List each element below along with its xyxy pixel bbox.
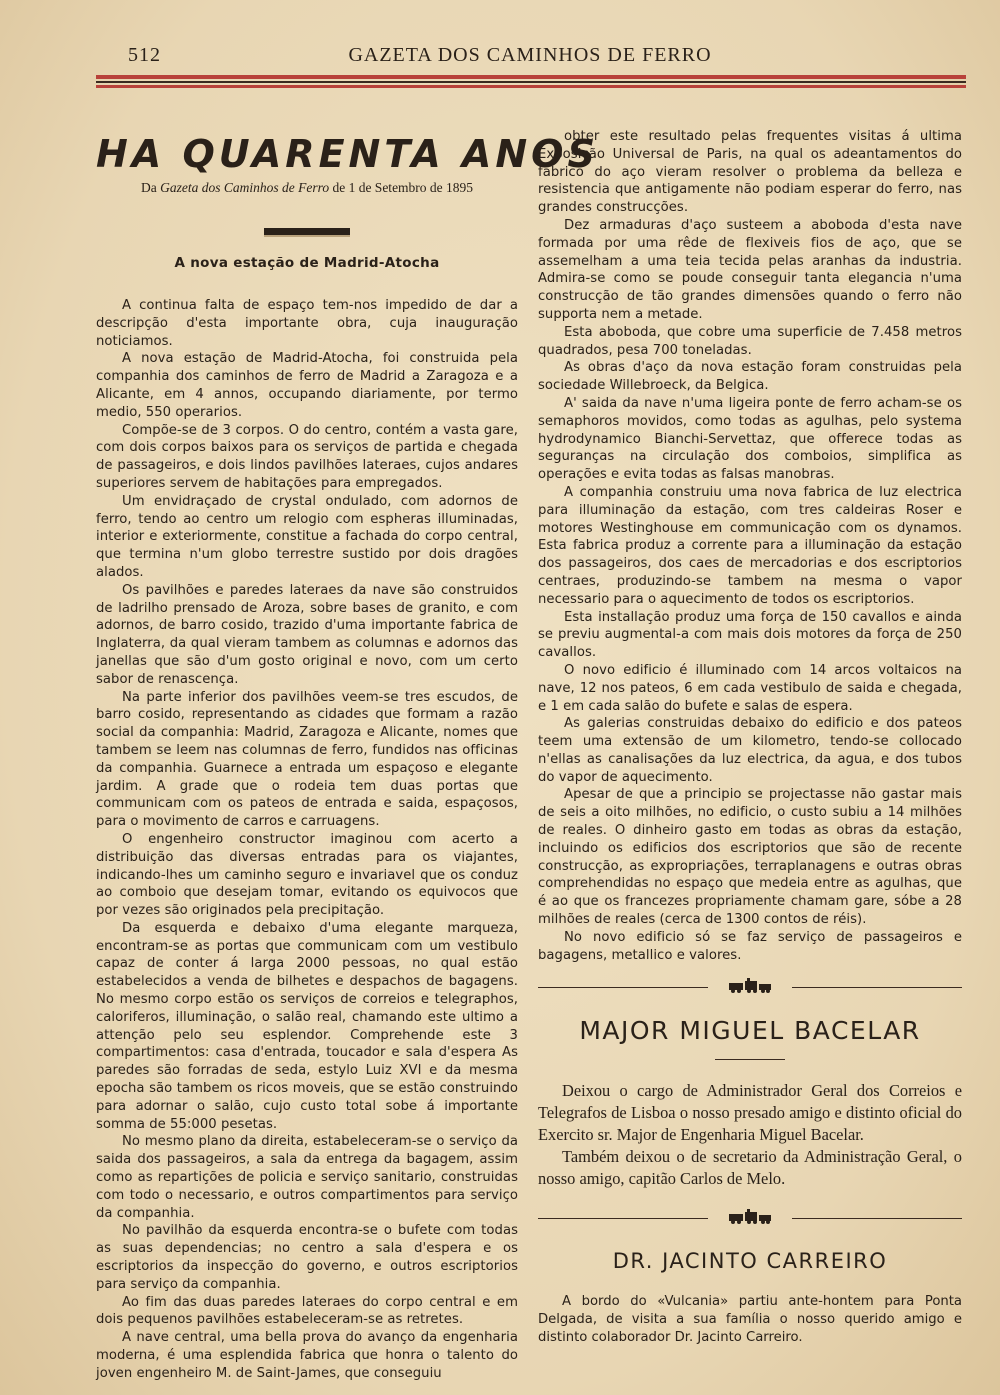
page-number: 512 <box>128 44 161 66</box>
source-prefix: Da <box>140 180 161 195</box>
title-divider-bar <box>264 228 350 235</box>
notice-bacelar-title: MAJOR MIGUEL BACELAR <box>579 1016 921 1046</box>
article-headline: HA QUARENTA ANOS <box>96 132 599 176</box>
paragraph: A' saida da nave n'uma ligeira ponte de ferro acham-se os semaphoros movidos, como todas as agulhas, pelo systema hydrodynamico Bianchi-Servettaz, que offerece todas as seguranças na circulação dos comboios, simplifica as operações e evita todas as falsas manobras. <box>538 395 962 483</box>
paragraph: Esta aboboda, que cobre uma superficie de 7.458 metros quadrados, pesa 700 toneladas. <box>538 324 962 358</box>
paragraph: Também deixou o de secretario da Administração Geral, o nosso amigo, capitão Carlos de Melo. <box>538 1146 962 1188</box>
train-divider-2 <box>538 1207 962 1229</box>
train-ornament-icon <box>727 1209 773 1225</box>
source-journal: Gazeta dos Caminhos de Ferro <box>160 180 330 195</box>
paragraph: A nova estação de Madrid-Atocha, foi construida pela companhia dos caminhos de ferro de Madrid a Zaragoza e a Alicante, em 4 annos, occupando diariamente, por termo medio, 550 operarios. <box>96 351 518 420</box>
paragraph: Ao fim das duas paredes lateraes do corpo central e em dois pequenos pavilhões estabeleceram-se as retretes. <box>96 1294 518 1328</box>
article-body-right <box>538 128 962 964</box>
train-divider-1 <box>538 976 962 998</box>
paragraph: A continua falta de espaço tem-nos impedido de dar a descripção d'esta importante obra, cuja inauguração noticiamos. <box>96 298 518 349</box>
paragraph: Compõe-se de 3 corpos. O do centro, contém a vasta gare, com dois corpos baixos para os serviços de partida e chegada de passageiros, e dois lindos pavilhões lateraes, cujos andares superiores servem de habitações para empregados. <box>96 422 518 491</box>
notice-carreiro-title: DR. JACINTO CARREIRO <box>612 1249 888 1274</box>
paragraph: Dez armaduras d'aço susteem a aboboda d'esta nave formada por uma rêde de flexiveis fios de aço, que se assemelham a uma teia tecida pelas aranhas da industria. Admira-se como se poude conseguir tanta elegancia n'uma construcção de tão grandes dimensões quando o ferro não supporta nem a metade. <box>538 217 962 322</box>
paragraph: Apesar de que a principio se projectasse não gastar mais de seis a oito milhões, no edificio, o custo subiu a 14 milhões de reales. O dinheiro gasto em todas as obras da estação, incluindo os edificios dos escriptorios que são de recente construcção, as expropriações, terraplanagens e outras obras comprehendidas no espaço que medeia entre as agulhas, que é ao que os francezes propriamente chamam gare, sóbe a 28 milhões de reales (cerca de 1300 contos de réis). <box>538 787 962 928</box>
paragraph: As galerias construidas debaixo do edificio e dos pateos teem uma extensão de um kilometro, tendo-se collocado n'ellas as canalisações da luz electrica, da agua, e dos tubos do vapor de aquecimento. <box>538 716 962 785</box>
paragraph: Esta installação produz uma força de 150 cavallos e ainda se previu augmental-a com mais dois motores da força de 250 cavallos. <box>538 609 962 661</box>
paragraph: Na parte inferior dos pavilhões veem-se tres escudos, de barro cosido, representando as cidades que formam a razão social da companhia: Madrid, Zaragoza e Alicante, nomes que tambem se leem nas columnas de ferro, fundidos nas officinas da companhia. Guarnece a entrada um espaçoso e elegante jardim. A grade que o rodeia tem duas portas que communicam com os pateos de entrada e saida, espaçosos, para o movimento de carros e carruagens. <box>96 689 518 830</box>
source-suffix: de 1 de Setembro de 1895 <box>329 180 474 195</box>
header-rule-red-bottom <box>96 85 966 88</box>
paragraph: A nave central, uma bella prova do avanço da engenharia moderna, é uma esplendida fabrica que honra o talento do joven engenheiro M. de Saint-James, que conseguiu <box>96 1330 518 1381</box>
paragraph: A companhia construiu uma nova fabrica de luz electrica para illuminação da estação, com tres caldeiras Roser e motores Westinghouse em communicação com os dynamos. Esta fabrica produz a corrente para a illuminação da estação dos passageiros, dos caes de mercadorias e dos escriptorios centraes, produzindo-se tambem na mesma o vapor necessario para o aquecimento de todos os escriptorios. <box>538 484 962 607</box>
journal-title: GAZETA DOS CAMINHOS DE FERRO <box>348 44 712 66</box>
paragraph: O novo edificio é illuminado com 14 arcos voltaicos na nave, 12 nos pateos, 6 em cada vestibulo de saida e chegada, e 1 em cada salão do bufete e salas de espera. <box>538 662 962 714</box>
article-subtitle: A nova estação de Madrid-Atocha <box>174 255 440 271</box>
paragraph: As obras d'aço da nova estação foram construidas pela sociedade Willebroeck, da Belgica. <box>538 360 962 394</box>
paragraph: No pavilhão da esquerda encontra-se o bufete com todas as suas dependencias; no centro a sala d'espera e os escriptorios da inspecção do governo, e outros escriptorios para serviço da companhia. <box>96 1223 518 1292</box>
paragraph: O engenheiro constructor imaginou com acerto a distribuição das diversas entradas para os viajantes, indicando-lhes um caminho seguro e invariavel que os conduz ao comboio que desejam tomar, evitando os equivocos que por vezes são originados pela precipitação. <box>96 831 518 919</box>
paragraph: Da esquerda e debaixo d'uma elegante marqueza, encontram-se as portas que communicam com um vestibulo capaz de conter á larga 2000 pessoas, no qual estão estabelecidos a venda de bilhetes e despachos de bagagens. No mesmo corpo estão os serviços de correios e telegraphos, caloriferos, illuminação, o salão real, chamando este ultimo a attenção pelo seu esplendor. Comprehende este 3 compartimentos: casa d'entrada, toucador e sala d'espera As paredes são forradas de seda, estylo Luiz XVI e da mesma epocha são tambem os ricos moveis, que se estão construindo para adornar o salão, cujo custo total sobe á importante somma de 55:000 pesetas. <box>96 920 518 1132</box>
paragraph: Os pavilhões e paredes lateraes da nave são construidos de ladrilho prensado de Aroza, sobre bases de granito, e com adornos, de barro cosido, trazido d'uma importante fabrica de Inglaterra, da qual vieram tambem as columnas e adornos das janellas que são d'um gosto original e novo, com um certo sabor de renascença. <box>96 582 518 687</box>
article-source-line <box>96 180 518 196</box>
notice-bacelar-rule <box>715 1059 785 1060</box>
train-ornament-icon <box>727 978 773 994</box>
paragraph: obter este resultado pelas frequentes visitas á ultima Exposição Universal de Paris, na qual os adeantamentos do fabrico do aço vieram resolver o problema da belleza e resistencia que antigamente não podiam esperar do ferro, nas grandes construcções. <box>538 129 962 216</box>
paragraph: Um envidraçado de crystal ondulado, com adornos de ferro, tendo ao centro um relogio com espheras illuminadas, interior e exteriormente, constitue a fachada do corpo central, que termina n'um globo terrestre sustido por dois dragões alados. <box>96 493 518 580</box>
article-body-left <box>96 297 518 1383</box>
paragraph: Deixou o cargo de Administrador Geral dos Correios e Telegrafos de Lisboa o nosso presado amigo e distinto oficial do Exercito sr. Major de Engenharia Miguel Bacelar. <box>538 1081 962 1145</box>
left-column <box>96 132 599 1383</box>
right-column <box>538 128 962 1347</box>
notice-bacelar-body <box>538 1080 962 1189</box>
paragraph: A bordo do «Vulcania» partiu ante-hontem para Ponta Delgada, de visita a sua família o nosso querido amigo e distinto colaborador Dr. Jacinto Carreiro. <box>538 1294 962 1346</box>
notice-carreiro-body <box>538 1293 962 1346</box>
paragraph: No novo edificio só se faz serviço de passageiros e bagagens, metallico e valores. <box>538 929 962 963</box>
header-rule-dark <box>96 81 966 83</box>
header-rule-red-top <box>96 75 966 79</box>
paragraph: No mesmo plano da direita, estabeleceram-se o serviço da saida dos passageiros, a sala da entrega da bagagem, assim como as repartições de policia e serviço sanitario, construidas com todo o necessario, e outros compartimentos para serviço da companhia. <box>96 1134 518 1221</box>
